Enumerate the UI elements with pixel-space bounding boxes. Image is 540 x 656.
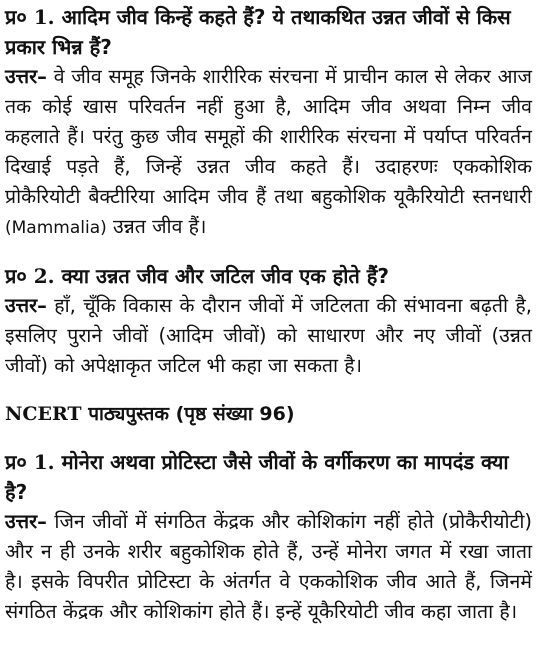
question-number: प्र० 1. bbox=[5, 5, 55, 29]
section-question-1-heading bbox=[5, 447, 532, 507]
question-number: प्र० 2. bbox=[5, 264, 55, 288]
answer-label: उत्तर– bbox=[5, 294, 47, 317]
answer-label: उत्तर– bbox=[5, 65, 47, 88]
answer-1 bbox=[5, 62, 532, 243]
question-text: आदिम जीव किन्हें कहते हैं? ये तथाकथित उन्नत जीवों से किस प्रकार भिन्न हैं? bbox=[5, 5, 511, 59]
section-answer-1 bbox=[5, 507, 532, 627]
answer-text: हाँ, चूँकि विकास के दौरान जीवों में जटिलता की संभावना बढ़ती है, इसलिए पुराने जीवों (आदिम जीवों) को साधारण और नए जीवों (उन्नत जीवों) को अपेक्षाकृत जटिल भी कहा जा सकता है। bbox=[5, 294, 532, 377]
section-prefix: NCERT bbox=[5, 403, 82, 425]
section-title: पाठ्यपुस्तक bbox=[88, 403, 169, 425]
spacer bbox=[5, 429, 532, 447]
question-text: क्या उन्नत जीव और जटिल जीव एक होते हैं? bbox=[61, 264, 389, 288]
question-1-heading bbox=[5, 2, 532, 62]
answer-text: जिन जीवों में संगठित केंद्रक और कोशिकांग नहीं होते (प्रोकैरीयोटी) और न ही उनके शरीर बहुकोशिक होते हैं, उन्हें मोनेरा जगत में रखा जाता है। इसके विपरीत प्रोटिस्टा के अंतर्गत वे एककोशिक जीव आते हैं, जिनमें संगठित केंद्रक और कोशिकांग होते हैं। इन्हें यूकैरियोटी जीव कहा जाता है। bbox=[5, 510, 532, 623]
question-number: प्र० 1. bbox=[5, 450, 55, 474]
spacer bbox=[5, 381, 532, 399]
answer-2 bbox=[5, 291, 532, 381]
answer-text-end: उन्नत जीव हैं। bbox=[112, 215, 207, 238]
section-page-ref: (पृष्ठ संख्या 96) bbox=[175, 403, 295, 425]
answer-text: वे जीव समूह जिनके शारीरिक संरचना में प्राचीन काल से लेकर आज तक कोई खास परिवर्तन नहीं हुआ है, आदिम जीव अथवा निम्न जीव कहलाते हैं। परंतु कुछ जीव समूहों की शारीरिक संरचना में पर्याप्त परिवर्तन दिखाई पड़ते हैं, जिन्हें उन्नत जीव कहते हैं। उदाहरणः एककोशिक प्रोकैरियोटी बैक्टीरिया आदिम जीव हैं तथा बहुकोशिक यूकैरियोटी स्तनधारी bbox=[5, 65, 533, 208]
question-text: मोनेरा अथवा प्रोटिस्टा जैसे जीवों के वर्गीकरण का मापदंड क्या है? bbox=[5, 450, 509, 504]
answer-latin-term: (Mammalia) bbox=[5, 218, 107, 238]
section-heading bbox=[5, 399, 532, 429]
spacer bbox=[5, 243, 532, 261]
question-2-heading bbox=[5, 261, 532, 291]
answer-label: उत्तर– bbox=[5, 510, 47, 533]
